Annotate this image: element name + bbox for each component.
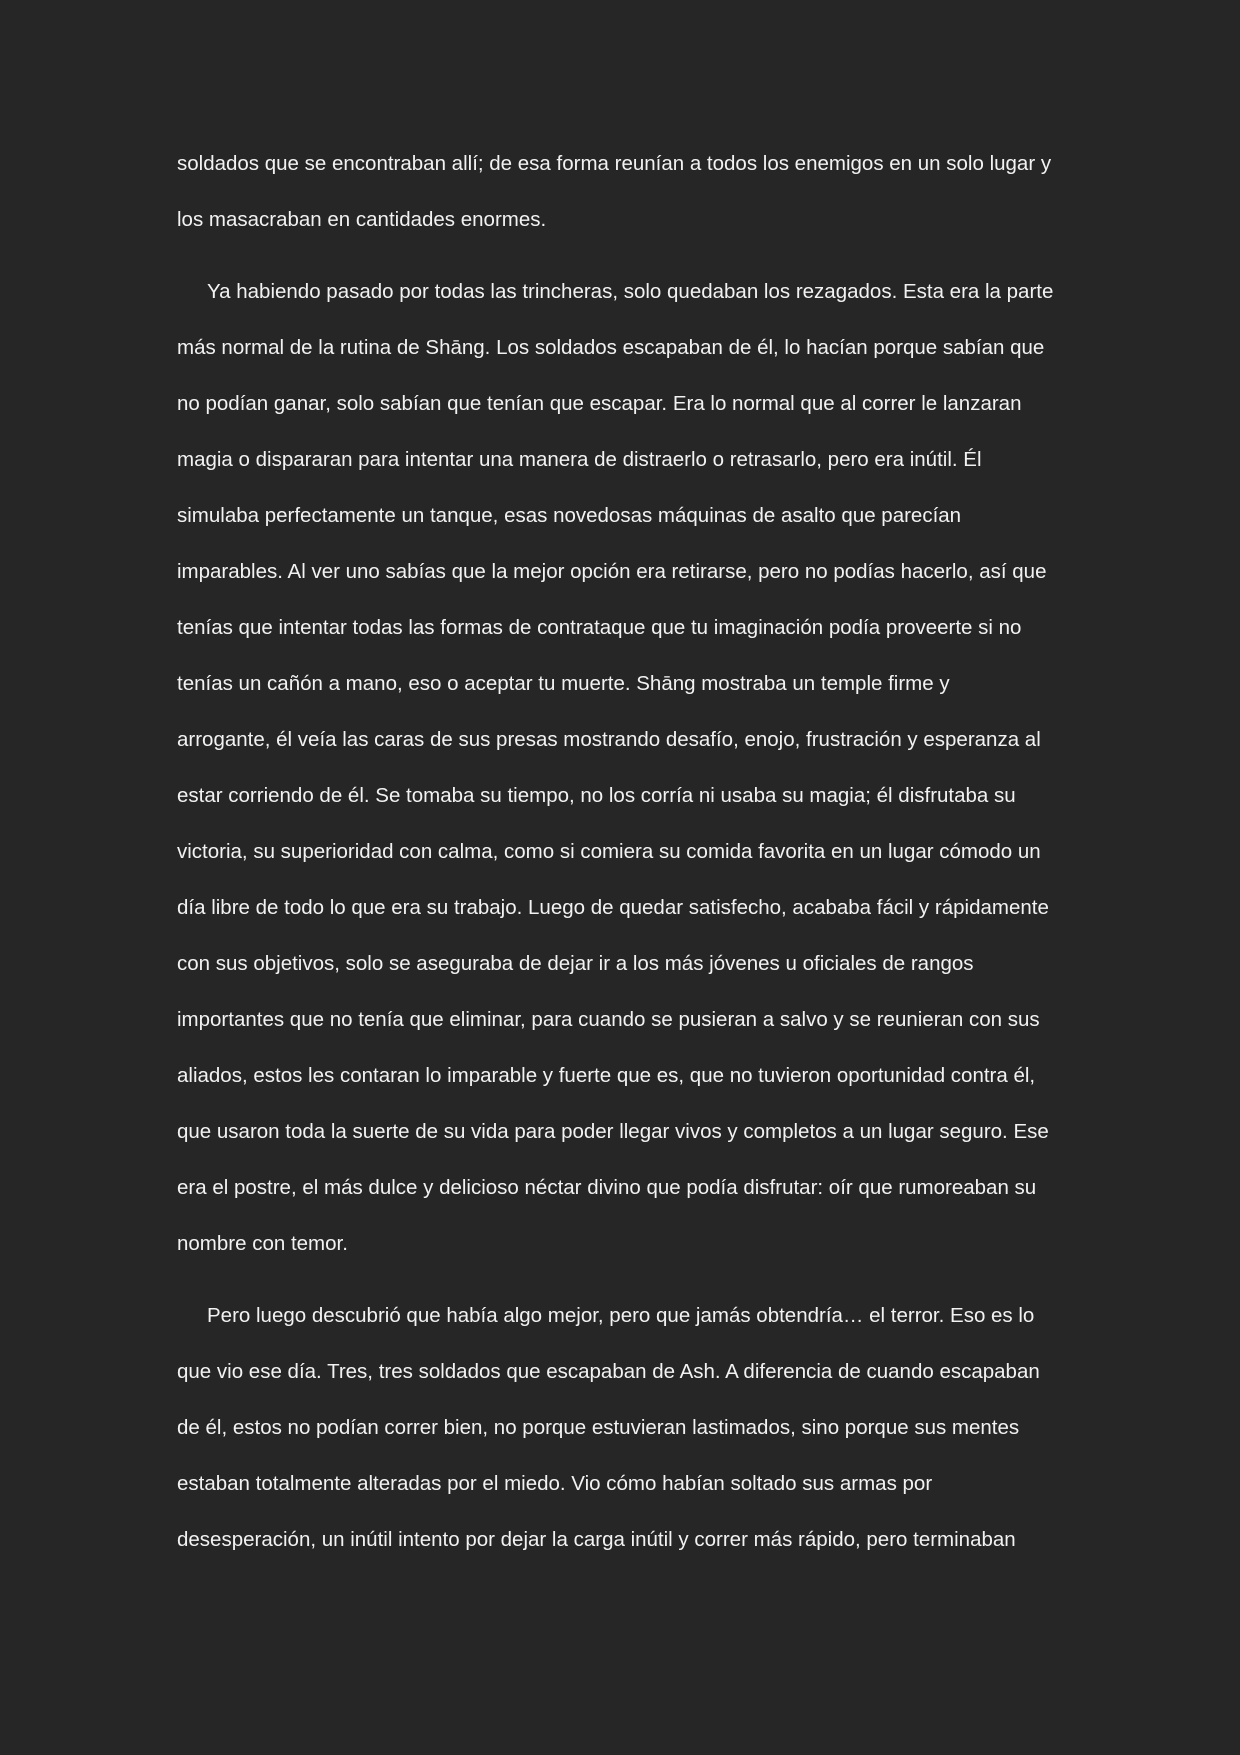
text-line: era el postre, el más dulce y delicioso néctar divino que podía disfrutar: oír que rumoreaban su [177, 1176, 1037, 1199]
text-line: que usaron toda la suerte de su vida para poder llegar vivos y completos a un lugar seguro. Ese [177, 1120, 1049, 1143]
paragraph-spacing [177, 1277, 1067, 1293]
text-line: importantes que no tenía que eliminar, para cuando se pusieran a salvo y se reunieran con sus [177, 1008, 1040, 1031]
text-line: día libre de todo lo que era su trabajo. Luego de quedar satisfecho, acababa fácil y rápidamente [177, 896, 1049, 919]
text-line: tenías un cañón a mano, eso o aceptar tu muerte. Shāng mostraba un temple firme y [177, 672, 950, 695]
text-line: soldados que se encontraban allí; de esa forma reunían a todos los enemigos en un solo lugar y [177, 152, 1052, 175]
text-line: simulaba perfectamente un tanque, esas novedosas máquinas de asalto que parecían [177, 504, 962, 527]
paragraph-spacing [177, 253, 1067, 269]
text-line: estaban totalmente alteradas por el miedo. Vio cómo habían soltado sus armas por [177, 1472, 933, 1495]
paragraph-3 [177, 1293, 1067, 1573]
text-line: de él, estos no podían correr bien, no porque estuvieran lastimados, sino porque sus mentes [177, 1416, 1020, 1439]
text-line: más normal de la rutina de Shāng. Los soldados escapaban de él, lo hacían porque sabían que [177, 336, 1045, 359]
text-line: nombre con temor. [177, 1232, 348, 1255]
text-line: tenías que intentar todas las formas de contrataque que tu imaginación podía proveerte si no [177, 616, 1022, 639]
text-line: estar corriendo de él. Se tomaba su tiempo, no los corría ni usaba su magia; él disfrutaba su [177, 784, 1016, 807]
text-line: con sus objetivos, solo se aseguraba de dejar ir a los más jóvenes u oficiales de rangos [177, 952, 974, 975]
text-line-first: Pero luego descubrió que había algo mejor, pero que jamás obtendría… el terror. Eso es lo [207, 1304, 1035, 1327]
text-line: los masacraban en cantidades enormes. [177, 208, 547, 231]
paragraph-2 [177, 269, 1067, 1277]
text-line: arrogante, él veía las caras de sus presas mostrando desafío, enojo, frustración y esperanza al [177, 728, 1041, 751]
text-line: magia o dispararan para intentar una manera de distraerlo o retrasarlo, pero era inútil. Él [177, 448, 982, 471]
body-text [177, 141, 1067, 1573]
text-line: desesperación, un inútil intento por dejar la carga inútil y correr más rápido, pero terminaban [177, 1528, 1016, 1551]
text-line: imparables. Al ver uno sabías que la mejor opción era retirarse, pero no podías hacerlo, así que [177, 560, 1047, 583]
text-line: no podían ganar, solo sabían que tenían que escapar. Era lo normal que al correr le lanzaran [177, 392, 1022, 415]
text-line: aliados, estos les contaran lo imparable y fuerte que es, que no tuvieron oportunidad contra él, [177, 1064, 1036, 1087]
text-line-first: Ya habiendo pasado por todas las trincheras, solo quedaban los rezagados. Esta era la parte [207, 280, 1054, 303]
text-line: que vio ese día. Tres, tres soldados que escapaban de Ash. A diferencia de cuando escapaban [177, 1360, 1040, 1383]
paragraph-1 [177, 141, 1067, 253]
text-line: victoria, su superioridad con calma, como si comiera su comida favorita en un lugar cómodo un [177, 840, 1041, 863]
